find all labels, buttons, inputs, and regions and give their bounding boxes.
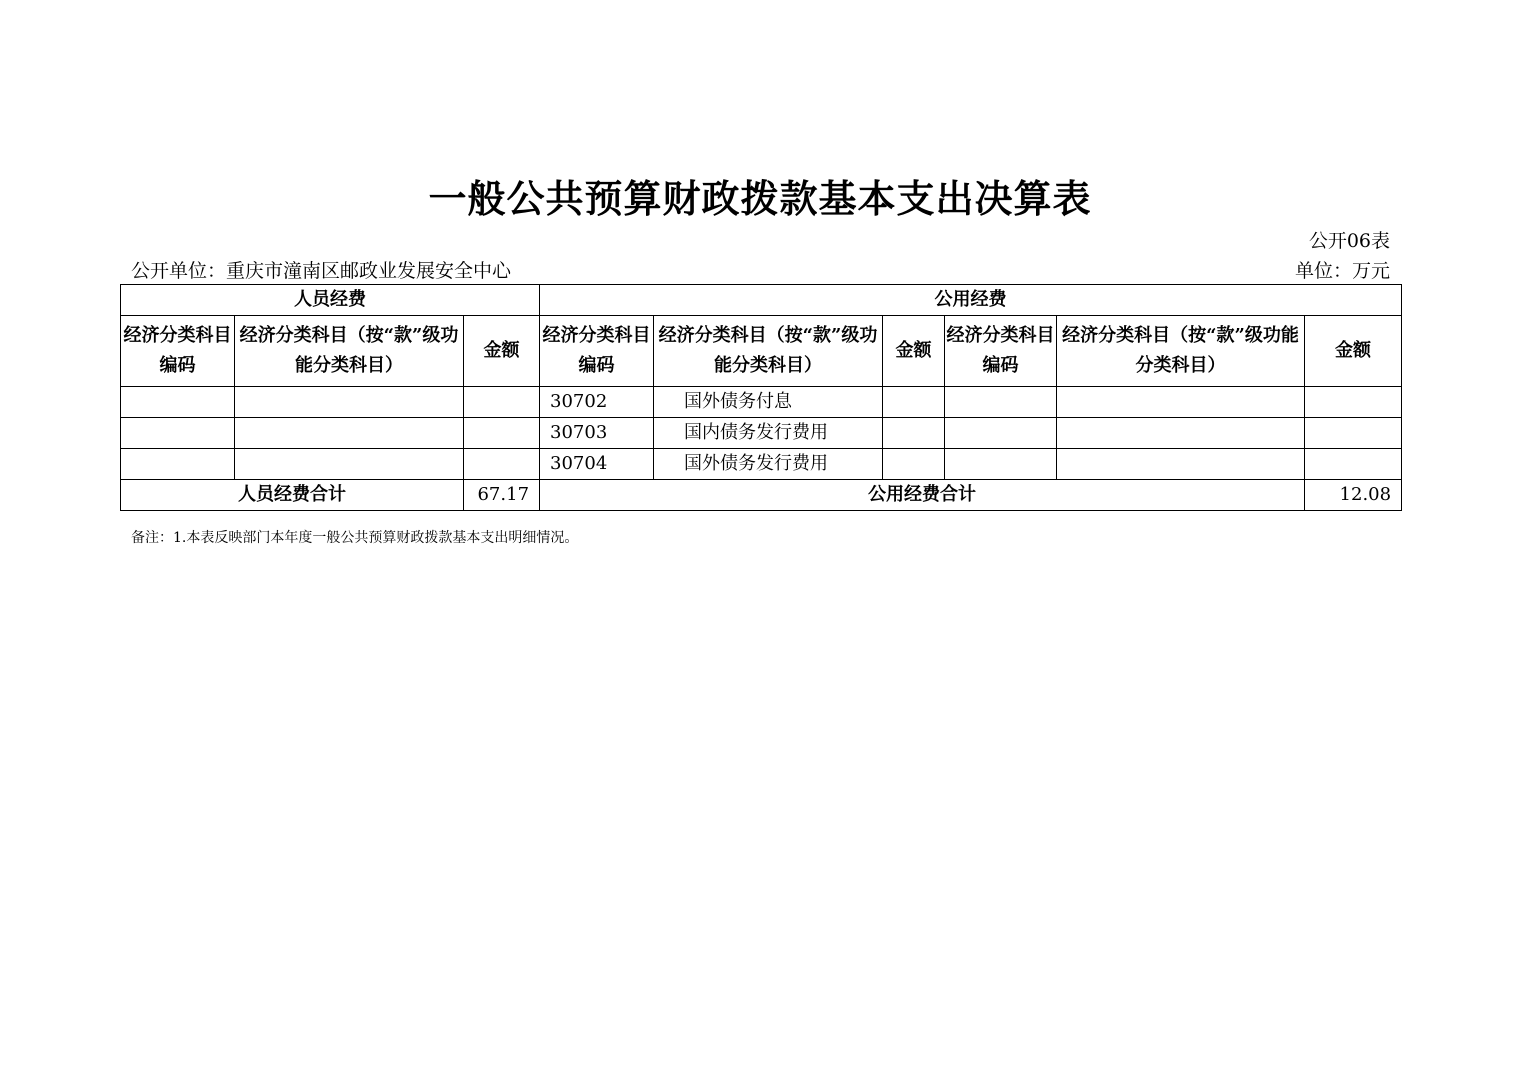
public-amount-cell xyxy=(883,418,945,449)
personnel-name-header: 经济分类科目（按“款”级功能分类科目） xyxy=(235,316,464,387)
public-code-header-1: 经济分类科目编码 xyxy=(540,316,654,387)
personnel-amount-cell xyxy=(464,387,540,418)
public-total-value: 12.08 xyxy=(1305,480,1402,511)
public-code-cell: 30702 xyxy=(540,387,654,418)
personnel-code-cell xyxy=(121,387,235,418)
personnel-code-cell xyxy=(121,449,235,480)
personnel-name-cell xyxy=(235,449,464,480)
expenditure-table xyxy=(120,284,1402,511)
public-amount-header-1: 金额 xyxy=(883,316,945,387)
public-total-label: 公用经费合计 xyxy=(540,480,1305,511)
public-code-header-2: 经济分类科目编码 xyxy=(945,316,1057,387)
public-name-cell: 国外债务发行费用 xyxy=(654,449,883,480)
public-name-header-2: 经济分类科目（按“款”级功能分类科目） xyxy=(1057,316,1305,387)
table-row xyxy=(121,449,1402,480)
public-amount-cell-2 xyxy=(1305,387,1402,418)
public-name-cell-2 xyxy=(1057,449,1305,480)
public-amount-cell-2 xyxy=(1305,449,1402,480)
public-amount-cell xyxy=(883,387,945,418)
organization-label: 公开单位：重庆市潼南区邮政业发展安全中心 xyxy=(131,260,512,282)
header-row-group xyxy=(121,285,1402,316)
public-amount-cell xyxy=(883,449,945,480)
header-row-columns xyxy=(121,316,1402,387)
public-name-cell: 国外债务付息 xyxy=(654,387,883,418)
personnel-amount-header: 金额 xyxy=(464,316,540,387)
public-amount-header-2: 金额 xyxy=(1305,316,1402,387)
table-number: 公开06表 xyxy=(1308,230,1390,252)
personnel-name-cell xyxy=(235,387,464,418)
personnel-code-header: 经济分类科目编码 xyxy=(121,316,235,387)
public-amount-cell-2 xyxy=(1305,418,1402,449)
public-name-cell: 国内债务发行费用 xyxy=(654,418,883,449)
personnel-header: 人员经费 xyxy=(121,285,540,316)
table-row xyxy=(121,418,1402,449)
personnel-total-value: 67.17 xyxy=(464,480,540,511)
personnel-amount-cell xyxy=(464,418,540,449)
public-header: 公用经费 xyxy=(540,285,1402,316)
public-code-cell-2 xyxy=(945,449,1057,480)
public-code-cell-2 xyxy=(945,418,1057,449)
public-code-cell: 30704 xyxy=(540,449,654,480)
public-name-header-1: 经济分类科目（按“款”级功能分类科目） xyxy=(654,316,883,387)
personnel-amount-cell xyxy=(464,449,540,480)
personnel-total-label: 人员经费合计 xyxy=(121,480,464,511)
public-code-cell: 30703 xyxy=(540,418,654,449)
personnel-code-cell xyxy=(121,418,235,449)
personnel-name-cell xyxy=(235,418,464,449)
public-code-cell-2 xyxy=(945,387,1057,418)
totals-row xyxy=(121,480,1402,511)
public-name-cell-2 xyxy=(1057,418,1305,449)
unit-label: 单位：万元 xyxy=(1294,260,1390,282)
table-row xyxy=(121,387,1402,418)
footnote: 备注：1.本表反映部门本年度一般公共预算财政拨款基本支出明细情况。 xyxy=(131,530,579,546)
public-name-cell-2 xyxy=(1057,387,1305,418)
page-title: 一般公共预算财政拨款基本支出决算表 xyxy=(428,176,1092,221)
